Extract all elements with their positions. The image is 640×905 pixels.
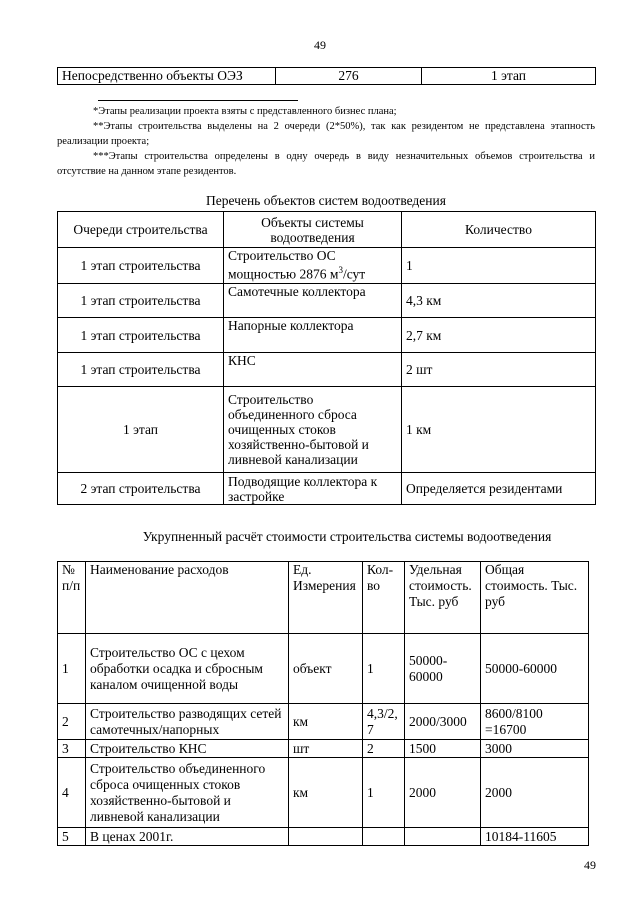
table-row — [58, 284, 596, 318]
quantity-cell: 1 — [363, 758, 405, 828]
name-cell: Строительство КНС — [86, 740, 289, 758]
number-cell: 4 — [58, 758, 86, 828]
quantity-cell — [363, 828, 405, 846]
unit-cell: шт — [289, 740, 363, 758]
table-row — [58, 353, 596, 387]
table-header-row — [58, 212, 596, 248]
header-quantity: Кол-во — [363, 562, 405, 634]
water-table — [57, 211, 596, 505]
header-name: Наименование расходов — [86, 562, 289, 634]
table-header-row — [58, 562, 589, 634]
name-cell: В ценах 2001г. — [86, 828, 289, 846]
total-cost-cell: 10184-11605 — [481, 828, 589, 846]
page-number-top: 49 — [314, 38, 326, 52]
header-object: Объекты системы водоотведения — [224, 212, 402, 248]
header-stage: Очереди строительства — [58, 212, 224, 248]
unit-cost-cell: 1500 — [405, 740, 481, 758]
unit-cell: км — [289, 704, 363, 740]
unit-cost-cell — [405, 828, 481, 846]
total-cost-cell: 2000 — [481, 758, 589, 828]
header-unit-cost: Удельная стоимость. Тыс. руб — [405, 562, 481, 634]
stage-cell: 2 этап строительства — [58, 473, 224, 505]
table-row — [58, 248, 596, 284]
name-cell: Строительство объединенного сброса очищенных стоков хозяйственно-бытовой и ливневой канализации — [86, 758, 289, 828]
header-total-cost: Общая стоимость. Тыс. руб — [481, 562, 589, 634]
name-cell: Строительство разводящих сетей самотечных/напорных — [86, 704, 289, 740]
number-cell: 2 — [58, 704, 86, 740]
unit-cost-cell: 2000 — [405, 758, 481, 828]
footnotes — [57, 104, 595, 179]
top-table-name: Непосредственно объекты ОЭЗ — [58, 68, 276, 85]
top-table-stage: 1 этап — [422, 68, 596, 85]
stage-cell: 1 этап строительства — [58, 248, 224, 284]
unit-cell: км — [289, 758, 363, 828]
stage-cell: 1 этап — [58, 387, 224, 473]
number-cell: 5 — [58, 828, 86, 846]
number-cell: 3 — [58, 740, 86, 758]
table-row — [58, 704, 589, 740]
quantity-cell: 4,3/2,7 — [363, 704, 405, 740]
quantity-cell: 1 — [363, 634, 405, 704]
header-unit: Ед. Измерения — [289, 562, 363, 634]
header-quantity: Количество — [402, 212, 596, 248]
table-row — [58, 758, 589, 828]
footnote-separator — [98, 100, 298, 101]
object-cell: КНС — [224, 353, 402, 387]
table-row — [58, 473, 596, 505]
footnote-3: ***Этапы строительства определены в одну очередь в виду незначительных объемов строительства и отсутствие на данном этапе резидентов. — [57, 151, 595, 177]
object-cell: Строительство объединенного сброса очищенных стоков хозяйственно-бытовой и ливневой канализации — [224, 387, 402, 473]
unit-cell — [289, 828, 363, 846]
object-cell: Подводящие коллектора к застройке — [224, 473, 402, 505]
total-cost-cell: 8600/8100 =16700 — [481, 704, 589, 740]
table-row — [58, 387, 596, 473]
object-cell: Самотечные коллектора — [224, 284, 402, 318]
quantity-cell: 1 км — [402, 387, 596, 473]
table-row — [58, 634, 589, 704]
total-cost-cell: 50000-60000 — [481, 634, 589, 704]
number-cell: 1 — [58, 634, 86, 704]
table-row — [58, 740, 589, 758]
header-number: № п/п — [58, 562, 86, 634]
object-cell: Строительство ОС мощностью 2876 $м^3$/сут — [224, 248, 402, 284]
quantity-cell: 1 — [402, 248, 596, 284]
unit-cost-cell: 2000/3000 — [405, 704, 481, 740]
water-table-title: Перечень объектов систем водоотведения — [206, 193, 446, 208]
footnote-2: **Этапы строительства выделены на 2 очереди (2*50%), так как резидентом не представлена этапность реализации проекта; — [57, 121, 595, 147]
quantity-cell: 2,7 км — [402, 318, 596, 353]
unit-cost-cell: 50000-60000 — [405, 634, 481, 704]
quantity-cell: 2 шт — [402, 353, 596, 387]
object-cell: Напорные коллектора — [224, 318, 402, 353]
unit-cell: объект — [289, 634, 363, 704]
page-number-bottom: 49 — [584, 858, 596, 872]
cost-table — [57, 561, 589, 846]
name-cell: Строительство ОС с цехом обработки осадка и сбросным каналом очищенной воды — [86, 634, 289, 704]
quantity-cell: Определяется резидентами — [402, 473, 596, 505]
table-row — [58, 318, 596, 353]
total-cost-cell: 3000 — [481, 740, 589, 758]
table-row — [58, 828, 589, 846]
stage-cell: 1 этап строительства — [58, 353, 224, 387]
top-table-value: 276 — [276, 68, 422, 85]
stage-cell: 1 этап строительства — [58, 284, 224, 318]
quantity-cell: 4,3 км — [402, 284, 596, 318]
footnote-1: *Этапы реализации проекта взяты с представленного бизнес плана; — [93, 106, 397, 117]
cost-table-title: Укрупненный расчёт стоимости строительства системы водоотведения — [142, 529, 552, 544]
table-row — [58, 68, 596, 85]
stage-cell: 1 этап строительства — [58, 318, 224, 353]
quantity-cell: 2 — [363, 740, 405, 758]
top-table — [57, 67, 596, 85]
